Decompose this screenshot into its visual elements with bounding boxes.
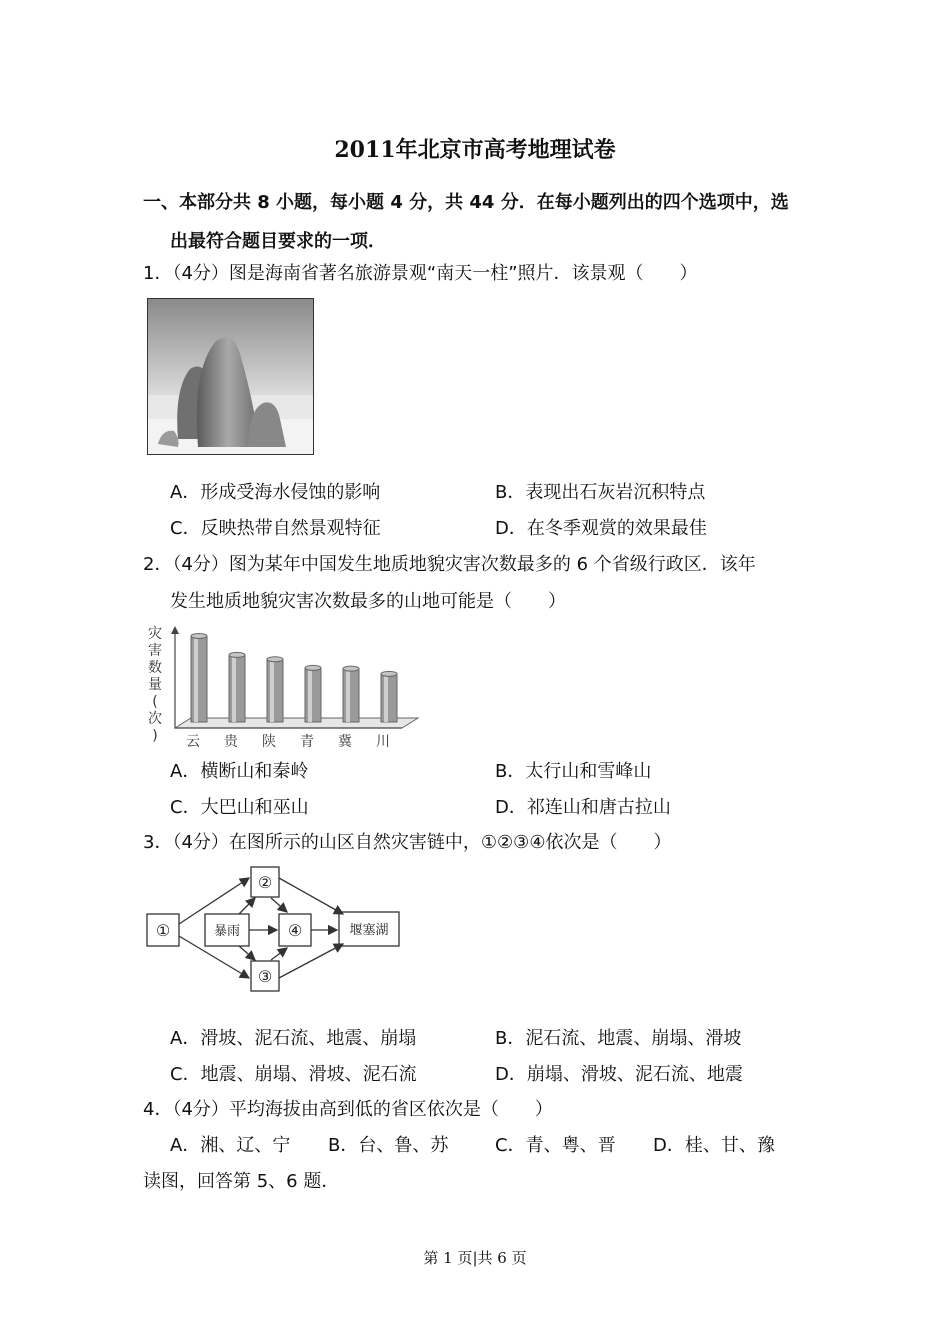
q4-option-c: C．青、粤、晋 bbox=[495, 1135, 616, 1156]
page-footer: 第 1 页|共 6 页 bbox=[423, 1249, 527, 1267]
chart-bar-highlight bbox=[232, 655, 236, 722]
q1-photo-nantianyizhu bbox=[147, 298, 314, 455]
chart-bar-highlight bbox=[384, 674, 388, 722]
chart-bar-top bbox=[381, 671, 397, 676]
chart-bar-body bbox=[229, 655, 245, 722]
q1-option-c: C．反映热带自然景观特征 bbox=[170, 518, 381, 539]
chart-ylabel-char: 次 bbox=[148, 711, 162, 727]
chart-x-tick-label: 贵 bbox=[224, 734, 238, 750]
q1-option-d: D．在冬季观赏的效果最佳 bbox=[495, 518, 707, 539]
q3-option-c: C．地震、崩塌、滑坡、泥石流 bbox=[170, 1064, 417, 1085]
q2-option-b: B．太行山和雪峰山 bbox=[495, 761, 652, 782]
q3-option-d: D．崩塌、滑坡、泥石流、地震 bbox=[495, 1064, 743, 1085]
q2-option-d: D．祁连山和唐古拉山 bbox=[495, 797, 671, 818]
chart-bar-top bbox=[191, 634, 207, 639]
chart-x-tick-label: 陕 bbox=[262, 734, 276, 750]
chart-ylabel-char: 灾 bbox=[148, 626, 162, 642]
q2-bar-chart bbox=[143, 622, 423, 750]
chart-ylabel-char: ( bbox=[152, 694, 158, 710]
chart-ylabel-char: 数 bbox=[148, 660, 162, 676]
node-4-label: ④ bbox=[287, 921, 303, 940]
chart-bar-top bbox=[267, 657, 283, 662]
node-lake-label: 堰塞湖 bbox=[349, 923, 389, 938]
q2-option-c: C．大巴山和巫山 bbox=[170, 797, 309, 818]
q1-option-a: A．形成受海水侵蚀的影响 bbox=[170, 482, 381, 503]
section-header: 一、本部分共 8 小题，每小题 4 分，共 44 分．在每小题列出的四个选项中，选 bbox=[143, 192, 789, 213]
q5-6-intro: 读图，回答第 5、6 题． bbox=[143, 1171, 340, 1192]
chart-bar bbox=[191, 634, 207, 723]
chart-bar-highlight bbox=[270, 659, 274, 722]
chart-bar bbox=[305, 665, 321, 722]
q3-option-b: B．泥石流、地震、崩塌、滑坡 bbox=[495, 1028, 742, 1049]
chart-y-arrow bbox=[171, 626, 179, 634]
q1-stem: 1．（4分）图是海南省著名旅游景观“南天一柱”照片．该景观（ ） bbox=[143, 263, 698, 284]
chart-x-tick-label: 冀 bbox=[338, 734, 352, 750]
chart-x-tick-label: 云 bbox=[186, 734, 200, 750]
q4-option-d: D．桂、甘、豫 bbox=[653, 1135, 775, 1156]
q4-stem: 4．（4分）平均海拔由高到低的省区依次是（ ） bbox=[143, 1099, 553, 1120]
chart-bar-top bbox=[229, 652, 245, 657]
chart-bar bbox=[229, 652, 245, 722]
chart-ylabel bbox=[148, 625, 162, 744]
chart-ylabel-char: 量 bbox=[148, 677, 162, 693]
chart-x-tick-label: 川 bbox=[376, 734, 390, 750]
node-rain-label: 暴雨 bbox=[213, 924, 241, 939]
q4-option-b: B．台、鲁、苏 bbox=[328, 1135, 449, 1156]
q4-option-a: A．湘、辽、宁 bbox=[170, 1135, 291, 1156]
chart-bar bbox=[343, 666, 359, 722]
page-title: 2011年北京市高考地理试卷 bbox=[334, 137, 616, 163]
q3-option-a: A．滑坡、泥石流、地震、崩塌 bbox=[170, 1028, 417, 1049]
q2-stem: 2．（4分）图为某年中国发生地质地貌灾害次数最多的 6 个省级行政区．该年 bbox=[143, 554, 756, 575]
chart-bar-body bbox=[267, 659, 283, 722]
chart-bar-top bbox=[343, 666, 359, 671]
chart-bar bbox=[267, 657, 283, 722]
chart-ylabel-char: 害 bbox=[148, 643, 162, 659]
chart-bar-body bbox=[191, 636, 207, 722]
chart-bar-top bbox=[305, 665, 321, 670]
q3-stem: 3．（4分）在图所示的山区自然灾害链中，①②③④依次是（ ） bbox=[143, 832, 672, 853]
node-1-label: ① bbox=[155, 921, 171, 940]
q2-stem-cont: 发生地质地貌灾害次数最多的山地可能是（ ） bbox=[170, 591, 566, 612]
chart-x-tick-label: 青 bbox=[300, 734, 314, 750]
chart-bar-highlight bbox=[194, 636, 198, 722]
chart-bar-body bbox=[343, 669, 359, 722]
q3-disaster-chain-diagram bbox=[143, 864, 403, 998]
chart-bar-highlight bbox=[346, 669, 350, 722]
node-2-label: ② bbox=[257, 873, 273, 892]
chart-bar-body bbox=[381, 674, 397, 722]
q1-option-b: B．表现出石灰岩沉积特点 bbox=[495, 482, 706, 503]
chart-bar bbox=[381, 671, 397, 722]
q2-option-a: A．横断山和秦岭 bbox=[170, 761, 309, 782]
chart-ylabel-char: ) bbox=[152, 728, 158, 744]
section-header-cont: 出最符合题目要求的一项． bbox=[170, 231, 386, 252]
node-3-label: ③ bbox=[257, 967, 273, 986]
chart-bar-body bbox=[305, 668, 321, 722]
chart-bar-highlight bbox=[308, 668, 312, 722]
